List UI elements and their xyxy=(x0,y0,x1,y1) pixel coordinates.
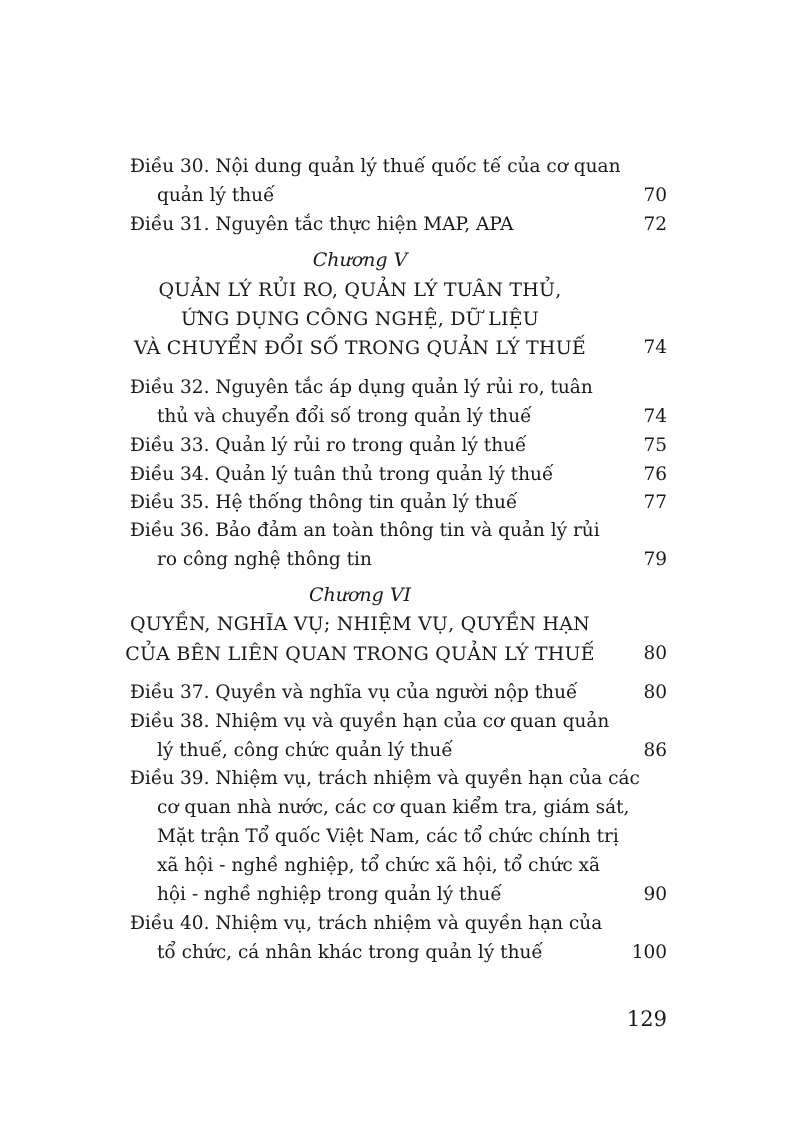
toc-entry-31: Điều 31. Nguyên tắc thực hiện MAP, APA xyxy=(130,214,514,235)
toc-entry-30-line1: Điều 30. Nội dung quản lý thuế quốc tế của cơ quan xyxy=(130,156,621,177)
toc-entry-33-page: 75 xyxy=(643,435,667,456)
chapter-5-title-line1: QUẢN LÝ RỦI RO, QUẢN LÝ TUÂN THỦ, xyxy=(158,279,562,301)
toc-entry-39-line3: Mặt trận Tổ quốc Việt Nam, các tổ chức chính trị xyxy=(157,826,619,847)
toc-entry-38-page: 86 xyxy=(643,740,667,761)
toc-entry-39-line5: hội - nghề nghiệp trong quản lý thuế xyxy=(157,884,502,905)
toc-entry-34-page: 76 xyxy=(643,464,667,485)
chapter-6-page: 80 xyxy=(643,643,667,664)
chapter-5-label: Chương V xyxy=(312,249,408,271)
page-number: 129 xyxy=(626,1007,667,1031)
toc-entry-33: Điều 33. Quản lý rủi ro trong quản lý thuế xyxy=(130,435,527,456)
toc-entry-36-page: 79 xyxy=(643,549,667,570)
toc-entry-32-line2: thủ và chuyển đổi số trong quản lý thuế xyxy=(157,406,532,427)
chapter-6-title-line1: QUYỀN, NGHĨA VỤ; NHIỆM VỤ, QUYỀN HẠN xyxy=(130,613,590,635)
toc-entry-37: Điều 37. Quyền và nghĩa vụ của người nộp thuế xyxy=(130,682,578,703)
toc-entry-40-line1: Điều 40. Nhiệm vụ, trách nhiệm và quyền hạn của xyxy=(130,913,603,934)
toc-entry-36-line2: ro công nghệ thông tin xyxy=(157,549,372,570)
toc-entry-40-page: 100 xyxy=(631,942,667,963)
chapter-6-label: Chương VI xyxy=(308,584,412,606)
chapter-6-title-line2: CỦA BÊN LIÊN QUAN TRONG QUẢN LÝ THUẾ xyxy=(125,643,595,665)
toc-entry-32-line1: Điều 32. Nguyên tắc áp dụng quản lý rủi ro, tuân xyxy=(130,377,593,398)
toc-entry-32-page: 74 xyxy=(643,406,667,427)
toc-entry-30-line2: quản lý thuế xyxy=(157,185,275,206)
toc-entry-40-line2: tổ chức, cá nhân khác trong quản lý thuế xyxy=(157,942,543,963)
toc-entry-38-line2: lý thuế, công chức quản lý thuế xyxy=(157,740,453,761)
toc-entry-38-line1: Điều 38. Nhiệm vụ và quyền hạn của cơ quan quản xyxy=(130,711,610,732)
chapter-5-title-line3: VÀ CHUYỂN ĐỔI SỐ TRONG QUẢN LÝ THUẾ xyxy=(134,337,586,359)
chapter-5-title-line2: ỨNG DỤNG CÔNG NGHỆ, DỮ LIỆU xyxy=(181,308,539,330)
toc-entry-35: Điều 35. Hệ thống thông tin quản lý thuế xyxy=(130,492,518,513)
toc-entry-39-page: 90 xyxy=(643,884,667,905)
toc-entry-30-page: 70 xyxy=(643,185,667,206)
chapter-5-page: 74 xyxy=(643,337,667,358)
toc-entry-37-page: 80 xyxy=(643,682,667,703)
toc-entry-34: Điều 34. Quản lý tuân thủ trong quản lý thuế xyxy=(130,464,554,485)
toc-entry-35-page: 77 xyxy=(643,492,667,513)
toc-entry-39-line1: Điều 39. Nhiệm vụ, trách nhiệm và quyền hạn của các xyxy=(130,768,640,789)
toc-entry-36-line1: Điều 36. Bảo đảm an toàn thông tin và quản lý rủi xyxy=(130,520,600,541)
toc-entry-31-page: 72 xyxy=(643,214,667,235)
toc-entry-39-line2: cơ quan nhà nước, các cơ quan kiểm tra, giám sát, xyxy=(157,797,630,818)
toc-entry-39-line4: xã hội - nghề nghiệp, tổ chức xã hội, tổ chức xã xyxy=(157,855,601,876)
